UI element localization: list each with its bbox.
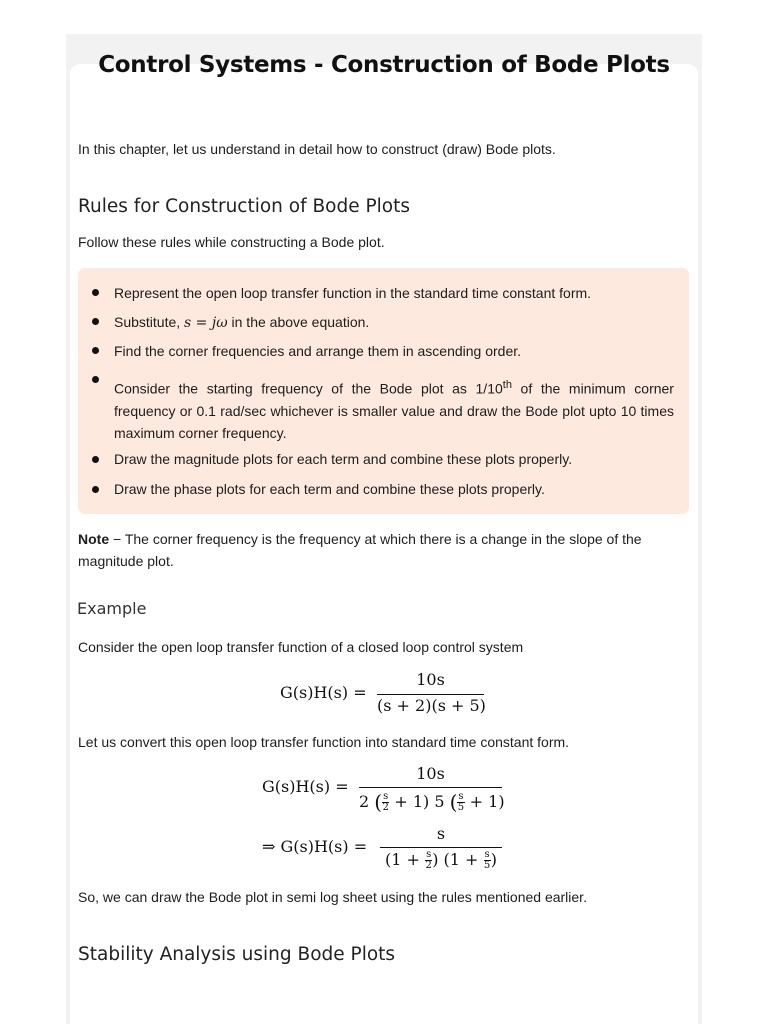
eq3-frac2-den: 5	[483, 860, 491, 871]
bullet-icon	[92, 486, 99, 493]
bullet-icon	[92, 456, 99, 463]
rule-item-4-sup: th	[502, 379, 512, 391]
note-text: − The corner frequency is the frequency at which there is a change in the slope of the magnitude plot.	[78, 531, 642, 569]
eq1-lhs: G(s)H(s) =	[280, 683, 367, 702]
eq2-frac2-den: 5	[457, 802, 465, 813]
eq2-den-coef: 2	[359, 792, 370, 811]
eq2-fraction-bar	[359, 787, 502, 788]
convert-paragraph: Let us convert this open loop transfer function into standard time constant form.	[78, 734, 570, 750]
bullet-icon	[92, 318, 99, 325]
eq3-mini-frac-2	[484, 850, 491, 871]
rule-item-2-text: Substitute,	[114, 314, 181, 330]
eq3-den-end: )	[490, 850, 497, 869]
eq3-denominator	[380, 850, 502, 871]
eq2-lhs: G(s)H(s) =	[262, 777, 349, 796]
eq2-mini-frac-1	[382, 792, 389, 813]
equation-3	[262, 822, 512, 878]
eq2-denominator	[359, 790, 505, 814]
closing-paragraph: So, we can draw the Bode plot in semi log sheet using the rules mentioned earlier.	[78, 889, 587, 905]
eq2-frac2-num: s	[458, 791, 464, 802]
page-title: Control Systems - Construction of Bode Plots	[98, 52, 670, 78]
eq2-open-paren: (	[374, 790, 383, 814]
rule-item-2-tail: in the above equation.	[227, 314, 370, 330]
eq2-frac1-den: 2	[382, 802, 389, 813]
rules-list	[78, 268, 689, 514]
rule-item-5: Draw the magnitude plots for each term and combine these plots properly.	[114, 451, 573, 467]
eq3-den-mid: ) (1 +	[432, 850, 479, 869]
eq1-fraction-bar	[377, 694, 484, 695]
stability-heading: Stability Analysis using Bode Plots	[78, 944, 396, 965]
eq2-numerator: 10s	[416, 764, 445, 783]
eq3-den-start: (1 +	[385, 850, 420, 869]
eq3-frac1-den: 2	[425, 860, 432, 871]
substitution-math: s = jω	[184, 315, 228, 331]
bullet-icon	[92, 289, 99, 296]
rule-item-2	[114, 311, 674, 334]
bullet-icon	[92, 347, 99, 354]
rule-item-4-text: Consider the starting frequency of the Bode plot as 1/10	[114, 380, 503, 397]
eq2-frac1-num: s	[383, 791, 389, 802]
rule-item-4	[114, 374, 674, 444]
rule-item-6: Draw the phase plots for each term and combine these plots properly.	[114, 481, 545, 497]
intro-paragraph: In this chapter, let us understand in detail how to construct (draw) Bode plots.	[78, 141, 556, 157]
rules-lead: Follow these rules while constructing a Bode plot.	[78, 234, 385, 250]
equation-1	[280, 668, 490, 720]
note-paragraph	[78, 528, 678, 572]
eq2-mini-frac-2	[457, 792, 464, 813]
rule-item-3: Find the corner frequencies and arrange them in ascending order.	[114, 343, 522, 359]
eq3-numerator: s	[436, 824, 446, 843]
bullet-icon	[92, 376, 99, 383]
example-heading: Example	[77, 599, 147, 618]
eq3-fraction-bar	[380, 847, 502, 848]
eq2-den-end: + 1)	[469, 792, 505, 811]
eq3-frac1-num: s	[426, 849, 432, 860]
eq2-open-paren-2: (	[449, 790, 458, 814]
eq1-denominator: (s + 2)(s + 5)	[377, 696, 486, 715]
eq3-lhs: ⇒ G(s)H(s) =	[262, 837, 368, 856]
eq3-frac2-num: s	[484, 849, 490, 860]
eq2-den-mid: + 1) 5	[394, 792, 445, 811]
equation-2	[262, 762, 512, 818]
rule-item-1: Represent the open loop transfer function in the standard time constant form.	[114, 285, 592, 301]
eq1-numerator: 10s	[416, 670, 445, 689]
rules-heading: Rules for Construction of Bode Plots	[78, 196, 411, 217]
rule-item-4-tail: of the minimum corner frequency or 0.1 rad/sec whichever is smaller value and draw the Bode plot upto 10 times maximum corner frequency.	[114, 380, 674, 441]
example-lead: Consider the open loop transfer function of a closed loop control system	[78, 639, 524, 655]
note-label: Note	[78, 531, 110, 547]
